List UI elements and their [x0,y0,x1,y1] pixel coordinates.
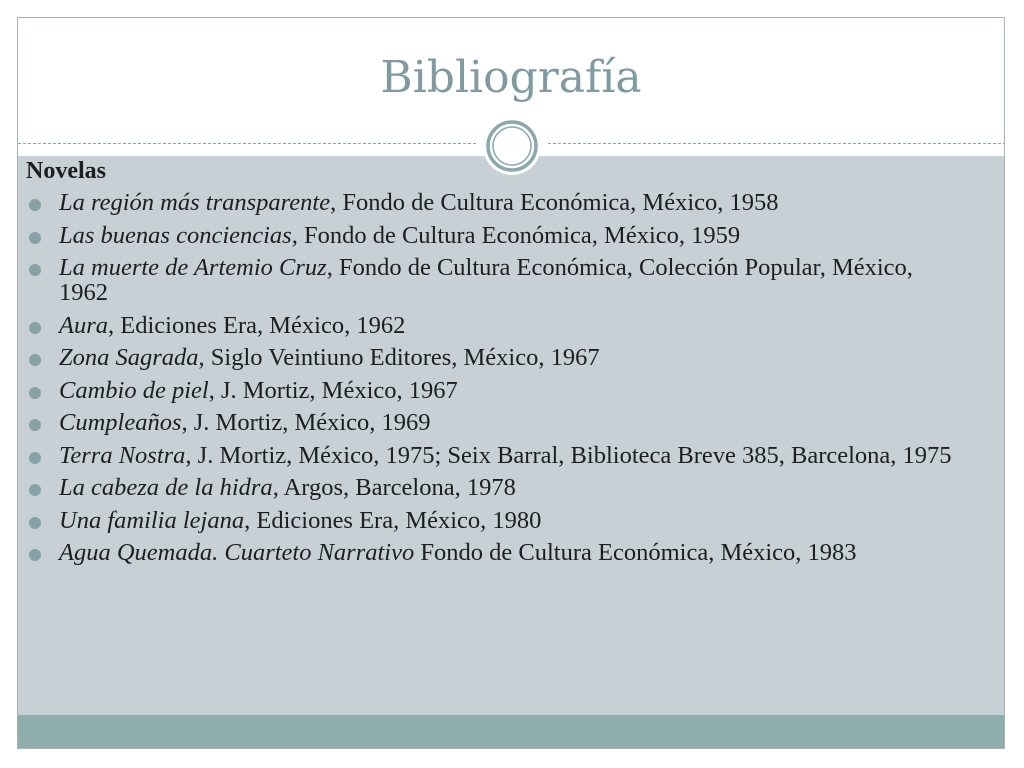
list-item [26,190,966,215]
filled-circle-bullet-icon [29,419,41,431]
work-title: Agua Quemada. Cuarteto Narrativo [59,539,415,566]
work-details: , Fondo de Cultura Económica, Colección Popular, México, 1962 [59,254,913,306]
filled-circle-bullet-icon [29,232,41,244]
work-details: , Argos, Barcelona, 1978 [272,474,516,501]
work-details: , Ediciones Era, México, 1980 [244,506,542,534]
filled-circle-bullet-icon [29,517,41,529]
slide-title: Bibliografía [380,52,642,103]
filled-circle-bullet-icon [29,452,41,464]
slide-content [26,156,966,573]
filled-circle-bullet-icon [29,484,41,496]
list-item [26,313,966,338]
filled-circle-bullet-icon [29,322,41,334]
work-title: Cumpleaños [59,409,182,436]
work-title: Zona Sagrada [59,344,199,371]
work-title: Las buenas conciencias [59,221,292,249]
list-item [26,223,966,248]
work-title: La cabeza de la hidra [59,474,273,501]
work-details: , Fondo de Cultura Económica, México, 1958 [330,189,779,216]
section-heading: Novelas [26,158,106,184]
work-details: , Ediciones Era, México, 1962 [108,311,406,339]
filled-circle-bullet-icon [29,264,41,276]
work-title: La región más transparente [59,189,331,216]
work-title: Terra Nostra [59,441,186,469]
list-item [26,345,966,370]
title-divider-left [18,143,476,144]
filled-circle-bullet-icon [29,354,41,366]
filled-circle-bullet-icon [29,387,41,399]
bibliography-list [26,190,966,565]
work-details: , J. Mortiz, México, 1975; Seix Barral, Biblioteca Breve 385, Barcelona, 1975 [185,441,952,469]
list-item [26,508,966,533]
list-item [26,255,966,305]
list-item [26,410,966,435]
filled-circle-bullet-icon [29,199,41,211]
work-title: Cambio de piel [59,376,209,404]
list-item [26,540,966,565]
work-details: , J. Mortiz, México, 1969 [181,409,431,436]
work-details: , J. Mortiz, México, 1967 [208,376,458,404]
work-details: , Fondo de Cultura Económica, México, 1959 [291,221,741,249]
work-title: Aura [59,311,108,339]
work-title: Una familia lejana [59,506,245,534]
list-item [26,475,966,500]
list-item [26,378,966,403]
filled-circle-bullet-icon [29,549,41,561]
work-title: La muerte de Artemio Cruz [59,254,327,281]
footer-band [18,715,1004,749]
work-details: Fondo de Cultura Económica, México, 1983 [414,539,857,566]
work-details: , Siglo Veintiuno Editores, México, 1967 [198,344,600,371]
list-item [26,443,966,468]
title-divider-right [548,143,1005,144]
